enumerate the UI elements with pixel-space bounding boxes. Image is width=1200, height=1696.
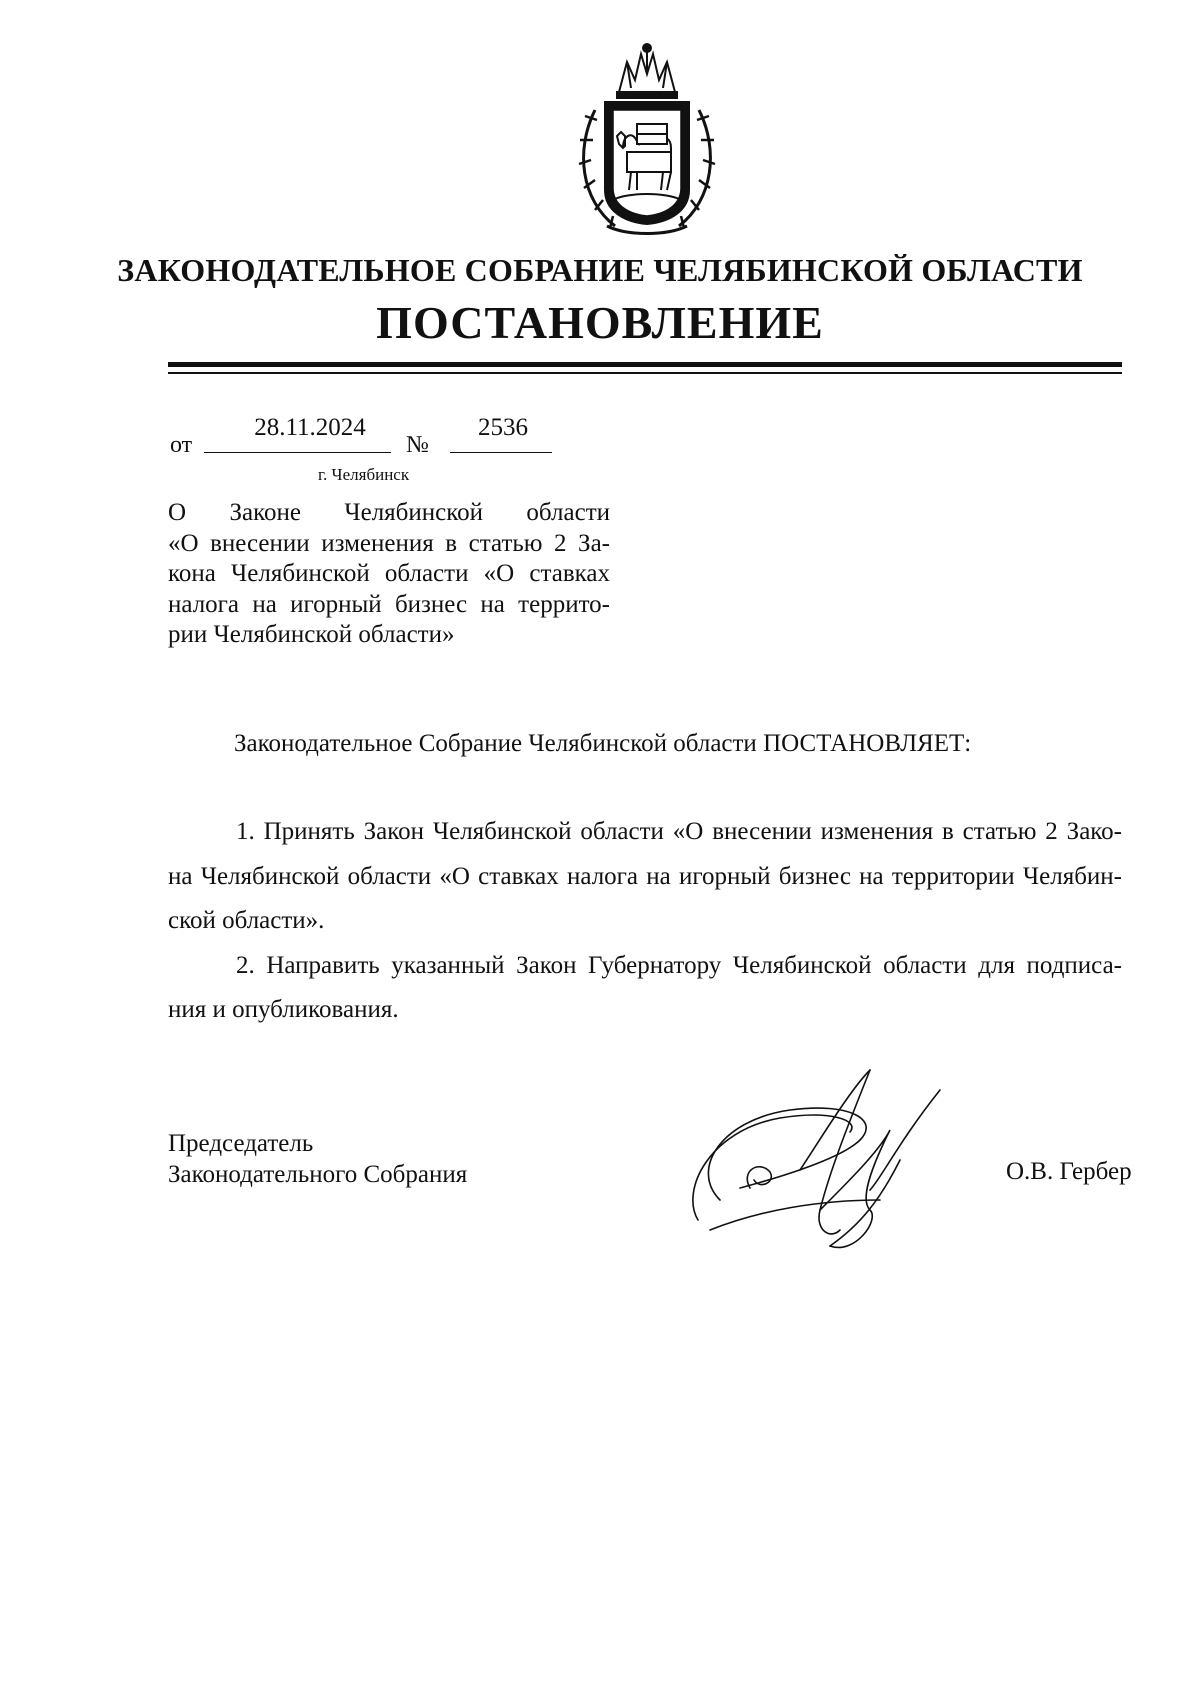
subject-line: О Законе Челябинской области (168, 499, 610, 526)
signer-position-line: Законодательного Собрания (168, 1161, 468, 1188)
signer-position (168, 1128, 467, 1190)
handwritten-signature (680, 1060, 980, 1260)
date-underline (204, 452, 391, 453)
document-subject (168, 498, 610, 651)
item-2-line: ния и опубликования. (168, 996, 399, 1023)
from-label: от (170, 432, 193, 458)
subject-line: налога на игорный бизнес на террито- (168, 590, 610, 618)
subject-line: кона Челябинской области «О ставках (168, 560, 610, 587)
header-rule-thick (168, 362, 1122, 367)
header-rule-thin (168, 372, 1122, 374)
organization-title: ЗАКОНОДАТЕЛЬНОЕ СОБРАНИЕ ЧЕЛЯБИНСКОЙ ОБЛАСТИ (117, 252, 1083, 288)
signer-position-line: Председатель (168, 1130, 314, 1157)
document-type-title: ПОСТАНОВЛЕНИЕ (376, 297, 824, 348)
number-underline (450, 452, 552, 453)
document-number: 2536 (478, 414, 528, 441)
subject-line: «О внесении изменения в статью 2 За- (168, 529, 610, 557)
item-1-line: на Челябинской области «О ставках налога на игорный бизнес на территории Челябин- (168, 862, 1122, 890)
item-1-line: 1. Принять Закон Челябинской области «О внесении изменения в статью 2 Зако- (236, 818, 1122, 845)
resolution-preamble: Законодательное Собрание Челябинской области ПОСТАНОВЛЯЕТ: (234, 730, 972, 757)
date-number-row (168, 414, 588, 464)
coat-of-arms-icon (567, 40, 727, 236)
item-1-line: ской области». (168, 907, 325, 934)
item-2-line: 2. Направить указанный Закон Губернатору Челябинской области для подписа- (236, 951, 1122, 979)
subject-line: рии Челябинской области» (168, 621, 455, 648)
signer-name: О.В. Гербер (1006, 1158, 1132, 1185)
document-date: 28.11.2024 (254, 414, 366, 441)
number-label: № (406, 432, 429, 458)
city-label: г. Челябинск (318, 465, 410, 484)
resolution-body (168, 810, 1122, 1033)
